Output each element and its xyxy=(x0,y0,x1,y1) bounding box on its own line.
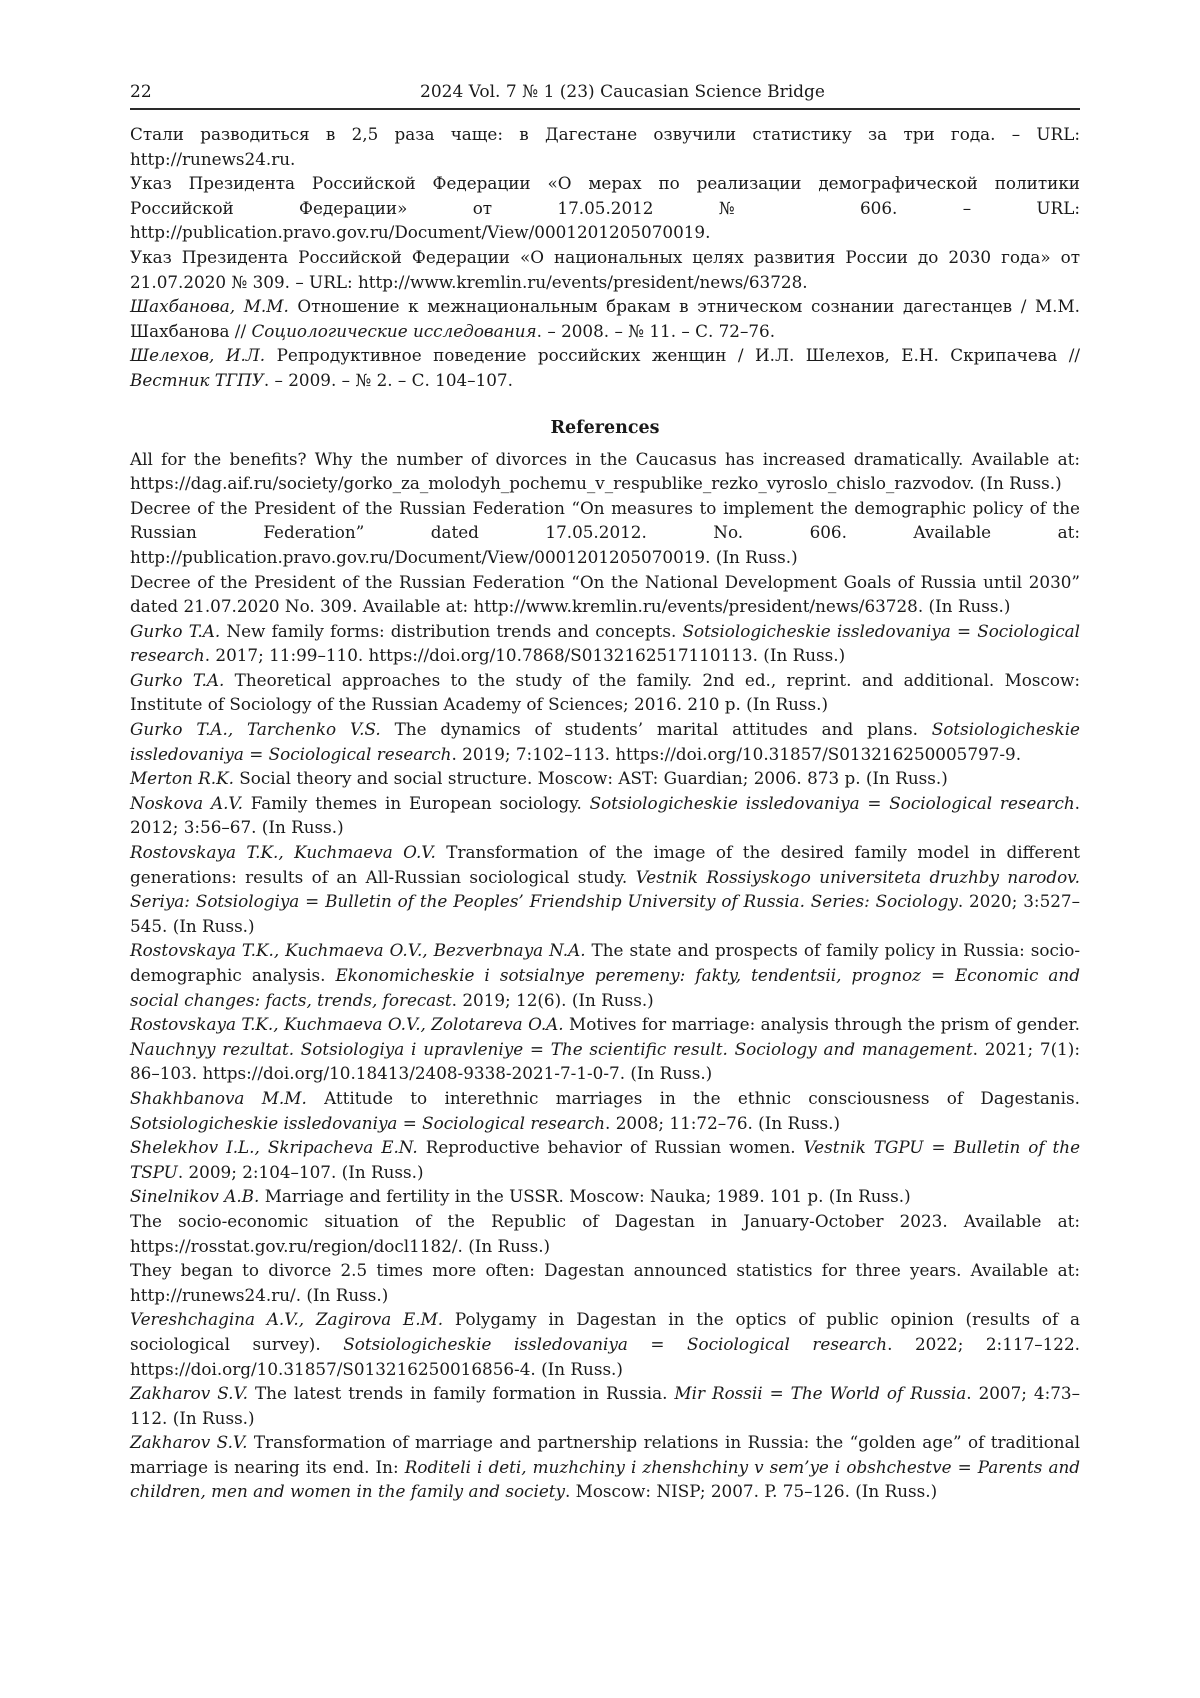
italic-segment: Gurko T.A., Tarchenko V.S. xyxy=(130,719,381,739)
italic-segment: Zakharov S.V. xyxy=(130,1383,248,1403)
reference-entry xyxy=(130,1381,1080,1430)
literature-entry xyxy=(130,122,1080,171)
text-segment: . Moscow: NISP; 2007. P. 75–126. (In Russ.) xyxy=(565,1481,937,1501)
text-segment: Polygamy in Dagestan in the optics of public opinion (results of a sociological survey). xyxy=(130,1309,1080,1354)
reference-entry xyxy=(130,1430,1080,1504)
italic-segment: Vereshchagina A.V., Zagirova E.M. xyxy=(130,1309,443,1329)
journal-title: 2024 Vol. 7 № 1 (23) Caucasian Science Bridge xyxy=(420,82,825,102)
reference-entry xyxy=(130,791,1080,840)
italic-segment: Merton R.K. xyxy=(130,768,234,788)
text-segment: New family forms: distribution trends and concepts. xyxy=(220,621,682,641)
italic-segment: Rostovskaya T.K., Kuchmaeva O.V. xyxy=(130,842,436,862)
text-segment: Marriage and fertility in the USSR. Moscow: Nauka; 1989. 101 p. (In Russ.) xyxy=(259,1186,910,1206)
page-number: 22 xyxy=(130,82,152,102)
text-segment: Decree of the President of the Russian Federation “On the National Development Goals of Russia until 2030” dated 21.07.2020 No. 309. Available at: http://www.kremlin.ru/events/president/news/63728. (In Russ.) xyxy=(130,572,1080,617)
italic-segment: Noskova A.V. xyxy=(130,793,243,813)
italic-segment: Vestnik TGPU = Bulletin of the TSPU xyxy=(130,1137,1080,1182)
italic-segment: Sinelnikov A.B. xyxy=(130,1186,259,1206)
text-segment: . – 2009. – № 2. – С. 104–107. xyxy=(264,370,513,390)
text-segment: . 2012; 3:56–67. (In Russ.) xyxy=(130,793,1080,838)
text-segment: . 2021; 7(1): 86–103. https://doi.org/10.18413/2408-9338-2021-7-1-0-7. (In Russ.) xyxy=(130,1039,1080,1084)
reference-entry xyxy=(130,717,1080,766)
text-segment: Family themes in European sociology. xyxy=(243,793,590,813)
reference-entry xyxy=(130,570,1080,619)
reference-entry xyxy=(130,619,1080,668)
text-segment: . 2007; 4:73–112. (In Russ.) xyxy=(130,1383,1080,1428)
reference-entry xyxy=(130,1086,1080,1135)
text-segment: Theoretical approaches to the study of the family. 2nd ed., reprint. and additional. Moscow: Institute of Sociology of the Russian Academy of Sciences; 2016. 210 p. (In Russ.) xyxy=(130,670,1080,715)
italic-segment: Gurko T.A. xyxy=(130,621,220,641)
text-segment: Transformation of the image of the desired family model in different generations: results of an All-Russian sociological study. xyxy=(130,842,1080,887)
reference-entry xyxy=(130,840,1080,938)
reference-entry xyxy=(130,1258,1080,1307)
reference-entry xyxy=(130,766,1080,791)
text-segment: . 2020; 3:527–545. (In Russ.) xyxy=(130,891,1080,936)
text-segment: Reproductive behavior of Russian women. xyxy=(418,1137,804,1157)
text-segment: . 2009; 2:104–107. (In Russ.) xyxy=(178,1162,424,1182)
reference-entry xyxy=(130,668,1080,717)
italic-segment: Zakharov S.V. xyxy=(130,1432,247,1452)
italic-segment: Шахбанова, М.М. xyxy=(130,296,289,316)
italic-segment: Mir Rossii = The World of Russia xyxy=(674,1383,966,1403)
text-segment: They began to divorce 2.5 times more often: Dagestan announced statistics for three years. Available at: http://runews24.ru/. (In Russ.) xyxy=(130,1260,1080,1305)
italic-segment: Rostovskaya T.K., Kuchmaeva O.V., Bezverbnaya N.A. xyxy=(130,940,586,960)
text-segment: Social theory and social structure. Moscow: AST: Guardian; 2006. 873 p. (In Russ.) xyxy=(234,768,948,788)
text-segment: Motives for marriage: analysis through the prism of gender. xyxy=(564,1014,1080,1034)
reference-entry xyxy=(130,938,1080,1012)
italic-segment: Rostovskaya T.K., Kuchmaeva O.V., Zolotareva O.A. xyxy=(130,1014,564,1034)
text-segment: Репродуктивное поведение российских женщин / И.Л. Шелехов, Е.Н. Скрипачева // xyxy=(265,345,1080,365)
italic-segment: Vestnik Rossiyskogo universiteta druzhby narodov. Seriya: Sotsiologiya = Bulletin of the Peoples’ Friendship University of Russia. Series: Sociology xyxy=(130,867,1080,912)
running-header xyxy=(130,78,1080,110)
text-segment: . 2019; 12(6). (In Russ.) xyxy=(452,990,654,1010)
text-segment: The socio-economic situation of the Republic of Dagestan in January-October 2023. Available at: https://rosstat.gov.ru/region/docl1182/. (In Russ.) xyxy=(130,1211,1080,1256)
reference-entry xyxy=(130,1209,1080,1258)
italic-segment: Gurko T.A. xyxy=(130,670,224,690)
literature-entry xyxy=(130,294,1080,343)
text-segment: Указ Президента Российской Федерации «О мерах по реализации демографической политики Российской Федерации» от 17.05.2012 № 606. – URL: http://publication.pravo.gov.ru/Document/View/0001201205070019. xyxy=(130,173,1080,242)
literature-list xyxy=(130,122,1080,1504)
reference-entry xyxy=(130,496,1080,570)
text-segment: Attitude to interethnic marriages in the ethnic consciousness of Dagestanis. xyxy=(307,1088,1080,1108)
page xyxy=(130,78,1080,1504)
text-segment: . 2008; 11:72–76. (In Russ.) xyxy=(605,1113,840,1133)
italic-segment: Вестник ТГПУ xyxy=(130,370,264,390)
text-segment: Decree of the President of the Russian Federation “On measures to implement the demographic policy of the Russian Federation” dated 17.05.2012. No. 606. Available at: http://publication.pravo.gov.ru/Document/View/0001201205070019. (In Russ.) xyxy=(130,498,1080,567)
text-segment: The latest trends in family formation in Russia. xyxy=(248,1383,674,1403)
text-segment: The dynamics of students’ marital attitudes and plans. xyxy=(381,719,932,739)
italic-segment: Shelekhov I.L., Skripacheva E.N. xyxy=(130,1137,418,1157)
text-segment: The state and prospects of family policy in Russia: socio-demographic analysis. xyxy=(130,940,1080,985)
text-segment: Указ Президента Российской Федерации «О национальных целях развития России до 2030 года» от 21.07.2020 № 309. – URL: http://www.kremlin.ru/events/president/news/63728. xyxy=(130,247,1080,292)
reference-entry xyxy=(130,1135,1080,1184)
reference-entry xyxy=(130,1184,1080,1209)
reference-entry xyxy=(130,447,1080,496)
italic-segment: Nauchnyy rezultat. Sotsiologiya i upravleniye = The scientific result. Sociology and management xyxy=(130,1039,973,1059)
italic-segment: Sotsiologicheskie issledovaniya = Sociological research xyxy=(343,1334,887,1354)
russian-literature-list xyxy=(130,122,1080,393)
references-list xyxy=(130,447,1080,1505)
text-segment: Transformation of marriage and partnership relations in Russia: the “golden age” of traditional marriage is nearing its end. In: xyxy=(130,1432,1080,1477)
text-segment: . 2022; 2:117–122. https://doi.org/10.31857/S013216250016856-4. (In Russ.) xyxy=(130,1334,1080,1379)
text-segment: Отношение к межнациональным бракам в этническом сознании дагестанцев / М.М. Шахбанова // xyxy=(130,296,1080,341)
reference-entry xyxy=(130,1012,1080,1086)
text-segment: . – 2008. – № 11. – С. 72–76. xyxy=(537,321,775,341)
references-heading: References xyxy=(130,415,1080,441)
italic-segment: Roditeli i deti, muzhchiny i zhenshchiny v sem’ye i obshchestve = Parents and children, men and women in the family and society xyxy=(130,1457,1080,1502)
reference-entry xyxy=(130,1307,1080,1381)
text-segment: Стали разводиться в 2,5 раза чаще: в Дагестане озвучили статистику за три года. – URL: http://runews24.ru. xyxy=(130,124,1080,169)
text-segment: . 2017; 11:99–110. https://doi.org/10.7868/S0132162517110113. (In Russ.) xyxy=(205,645,845,665)
italic-segment: Sotsiologicheskie issledovaniya = Sociological research xyxy=(130,1113,605,1133)
literature-entry xyxy=(130,171,1080,245)
italic-segment: Sotsiologicheskie issledovaniya = Sociological research xyxy=(130,621,1080,666)
text-segment: . 2019; 7:102–113. https://doi.org/10.31857/S013216250005797-9. xyxy=(452,744,1022,764)
italic-segment: Социологические исследования xyxy=(251,321,536,341)
italic-segment: Sotsiologicheskie issledovaniya = Sociological research xyxy=(130,719,1080,764)
italic-segment: Ekonomicheskie i sotsialnye peremeny: fakty, tendentsii, prognoz = Economic and social changes: facts, trends, forecast xyxy=(130,965,1080,1010)
italic-segment: Sotsiologicheskie issledovaniya = Sociological research xyxy=(590,793,1075,813)
italic-segment: Shakhbanova M.M. xyxy=(130,1088,307,1108)
literature-entry xyxy=(130,343,1080,392)
italic-segment: Шелехов, И.Л. xyxy=(130,345,265,365)
text-segment: All for the benefits? Why the number of divorces in the Caucasus has increased dramatically. Available at: https://dag.aif.ru/society/gorko_za_molodyh_pochemu_v_respublike_rezko_vyroslo_chislo_razvodov. (In Russ.) xyxy=(130,449,1080,494)
literature-entry xyxy=(130,245,1080,294)
